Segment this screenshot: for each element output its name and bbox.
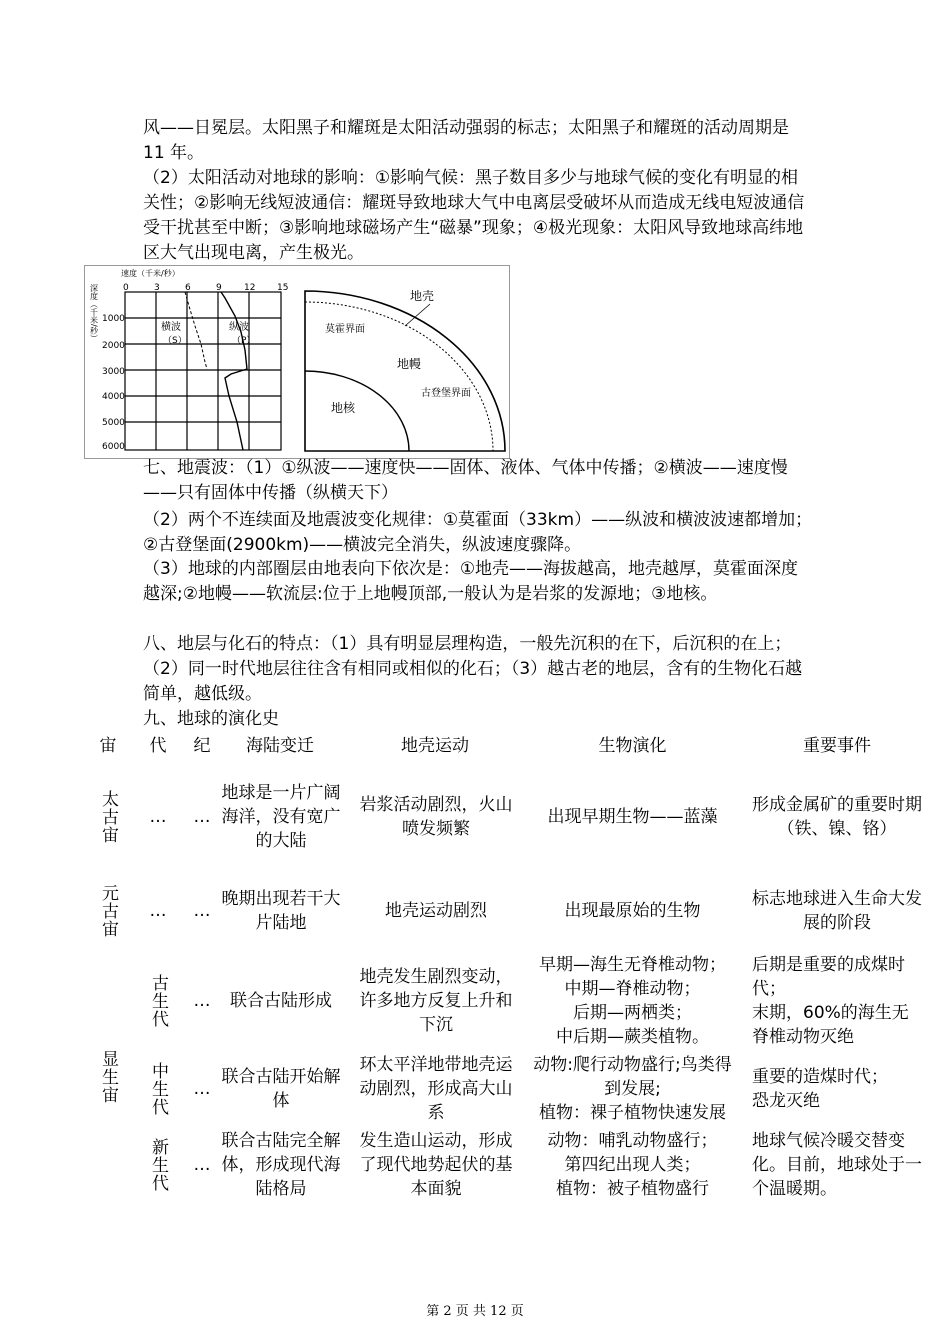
cenozoic-land-sea: 联合古陆完全解体，形成现代海陆格局 — [221, 1131, 341, 1199]
paleozoic-event — [752, 953, 922, 1049]
p-wave-label: 纵波 — [229, 322, 249, 333]
proterozoic-land-sea: 晚期出现若干大片陆地 — [221, 889, 341, 933]
header-eon: 宙 — [99, 736, 117, 756]
mesozoic-bio — [525, 1053, 740, 1125]
proterozoic-event: 标志地球进入生命大发展的阶段 — [752, 889, 922, 933]
p-wave-sublabel: （P） — [232, 336, 256, 346]
paleozoic-bio-line: 中期—脊椎动物； — [564, 979, 701, 999]
paleozoic-event-line: 后期是重要的成煤时代； — [752, 955, 905, 999]
paragraph-seismic-waves: 七、地震波：（1）①纵波——速度快——固体、液体、气体中传播；②横波——速度慢——只有固体中传播（纵横天下） — [143, 458, 788, 503]
proterozoic-era: … — [149, 901, 167, 921]
header-era: 代 — [149, 736, 167, 756]
depth-tick: 4000 — [102, 392, 125, 402]
cenozoic-bio-line: 植物：被子植物盛行 — [556, 1179, 709, 1199]
header-biological-evolution: 生物演化 — [598, 736, 667, 756]
depth-tick: 5000 — [102, 418, 125, 428]
speed-tick: 0 — [123, 283, 129, 293]
speed-tick: 6 — [185, 283, 191, 293]
s-wave-sublabel: （S） — [163, 336, 187, 346]
era-mesozoic: 中生代 — [148, 1062, 168, 1116]
page-footer: 第 2 页 共 12 页 — [426, 1304, 524, 1319]
speed-tick: 9 — [216, 283, 222, 293]
header-period: 纪 — [193, 736, 211, 756]
speed-tick: 12 — [244, 283, 256, 293]
depth-tick: 2000 — [102, 341, 125, 351]
crust-label: 地壳 — [410, 289, 435, 303]
mesozoic-land-sea: 联合古陆开始解体 — [221, 1067, 341, 1111]
proterozoic-period: … — [193, 901, 211, 921]
proterozoic-crust: 地壳运动剧烈 — [385, 901, 487, 921]
header-crust-movement: 地壳运动 — [401, 736, 469, 756]
paragraph-discontinuities: （2）两个不连续面及地震波变化规律：①莫霍面（33km）——纵波和横波波速都增加；②古登堡面(2900km)——横波完全消失，纵波速度骤降。 — [143, 510, 813, 555]
cenozoic-crust: 发生造山运动，形成了现代地势起伏的基本面貌 — [359, 1131, 513, 1199]
archean-period: … — [193, 807, 211, 827]
mesozoic-event-line: 重要的造煤时代； — [752, 1067, 888, 1087]
cenozoic-bio-line: 第四纪出现人类； — [564, 1155, 701, 1175]
eon-archean: 太古宙 — [98, 790, 118, 844]
paleozoic-bio-line: 后期—两栖类； — [573, 1003, 692, 1023]
paleozoic-land-sea: 联合古陆形成 — [230, 991, 332, 1011]
s-wave-label: 横波 — [161, 322, 181, 333]
mesozoic-event — [752, 1065, 922, 1113]
depth-tick: 1000 — [102, 314, 125, 324]
mesozoic-event-line: 恐龙灭绝 — [752, 1091, 820, 1111]
archean-event: 形成金属矿的重要时期（铁、镍、铬） — [752, 795, 922, 839]
paleozoic-bio — [525, 953, 740, 1049]
core-label: 地核 — [331, 401, 356, 415]
speed-tick: 3 — [154, 283, 160, 293]
speed-axis-label: 速度（千米/秒） — [121, 269, 180, 278]
paleozoic-period: … — [193, 991, 211, 1011]
depth-tick: 6000 — [102, 442, 125, 452]
gutenberg-label: 古登堡界面 — [421, 388, 471, 399]
proterozoic-bio: 出现最原始的生物 — [564, 901, 701, 921]
archean-bio: 出现早期生物——蓝藻 — [547, 807, 718, 827]
paragraph-strata-fossils: 八、地层与化石的特点：（1）具有明显层理构造，一般先沉积的在下，后沉积的在上；（2）同一时代地层往往含有相同或相似的化石；（3）越古老的地层，含有的生物化石越简单，越低级。 — [143, 634, 803, 704]
paleozoic-bio-line: 早期—海生无脊椎动物； — [539, 955, 726, 975]
paragraph-inner-layers: （3）地球的内部圈层由地表向下依次是：①地壳——海拔越高，地壳越厚，莫霍面深度越深;②地幔——软流层:位于上地幔顶部,一般认为是岩浆的发源地；③地核。 — [143, 559, 799, 604]
mesozoic-bio-line: 植物：裸子植物快速发展 — [539, 1103, 726, 1123]
cenozoic-period: … — [193, 1155, 211, 1175]
moho-label: 莫霍界面 — [325, 324, 365, 335]
eon-proterozoic: 元古宙 — [98, 884, 118, 938]
paragraph-solar-activity-impact: （2）太阳活动对地球的影响：①影响气候：黑子数目多少与地球气候的变化有明显的相关性；②影响无线短波通信：耀斑导致地球大气中电离层受破坏从而造成无线电短波通信受干扰甚至中断；③影响地球磁场产生“磁暴”现象；④极光现象：太阳风导致地球高纬地区大气出现电离，产生极光。 — [143, 168, 805, 263]
era-paleozoic: 古生代 — [148, 974, 168, 1028]
paleozoic-bio-line: 中后期—蕨类植物。 — [556, 1027, 709, 1047]
paleozoic-event-line: 末期，60%的海生无脊椎动物灭绝 — [752, 1003, 909, 1047]
mantle-label: 地幔 — [397, 357, 422, 371]
depth-axis-label: 深度（千米/秒） — [89, 284, 99, 343]
speed-tick: 15 — [277, 283, 289, 293]
header-key-events: 重要事件 — [803, 736, 871, 756]
header-land-sea: 海陆变迁 — [246, 736, 314, 756]
depth-tick: 3000 — [102, 367, 125, 377]
cenozoic-event: 地球气候冷暖交替变化。目前，地球处于一个温暖期。 — [752, 1131, 922, 1199]
mesozoic-period: … — [193, 1079, 211, 1099]
archean-era: … — [149, 807, 167, 827]
paleozoic-crust: 地壳发生剧烈变动，许多地方反复上升和下沉 — [359, 967, 513, 1035]
cenozoic-bio-line: 动物：哺乳动物盛行； — [547, 1131, 718, 1151]
section-heading-evolution: 九、地球的演化史 — [143, 709, 279, 729]
paragraph-solar-wind: 风——日冕层。太阳黑子和耀斑是太阳活动强弱的标志；太阳黑子和耀斑的活动周期是 11 年。 — [143, 118, 789, 163]
mesozoic-bio-line: 动物:爬行动物盛行;鸟类得到发展; — [533, 1055, 732, 1099]
eon-phanerozoic: 显生宙 — [98, 1050, 118, 1104]
archean-crust: 岩浆活动剧烈，火山喷发频繁 — [359, 795, 513, 839]
archean-land-sea: 地球是一片广阔海洋，没有宽广的大陆 — [221, 783, 341, 851]
era-cenozoic: 新生代 — [148, 1138, 168, 1192]
cenozoic-bio — [525, 1129, 740, 1201]
mesozoic-crust: 环太平洋地带地壳运动剧烈，形成高大山系 — [359, 1055, 513, 1123]
